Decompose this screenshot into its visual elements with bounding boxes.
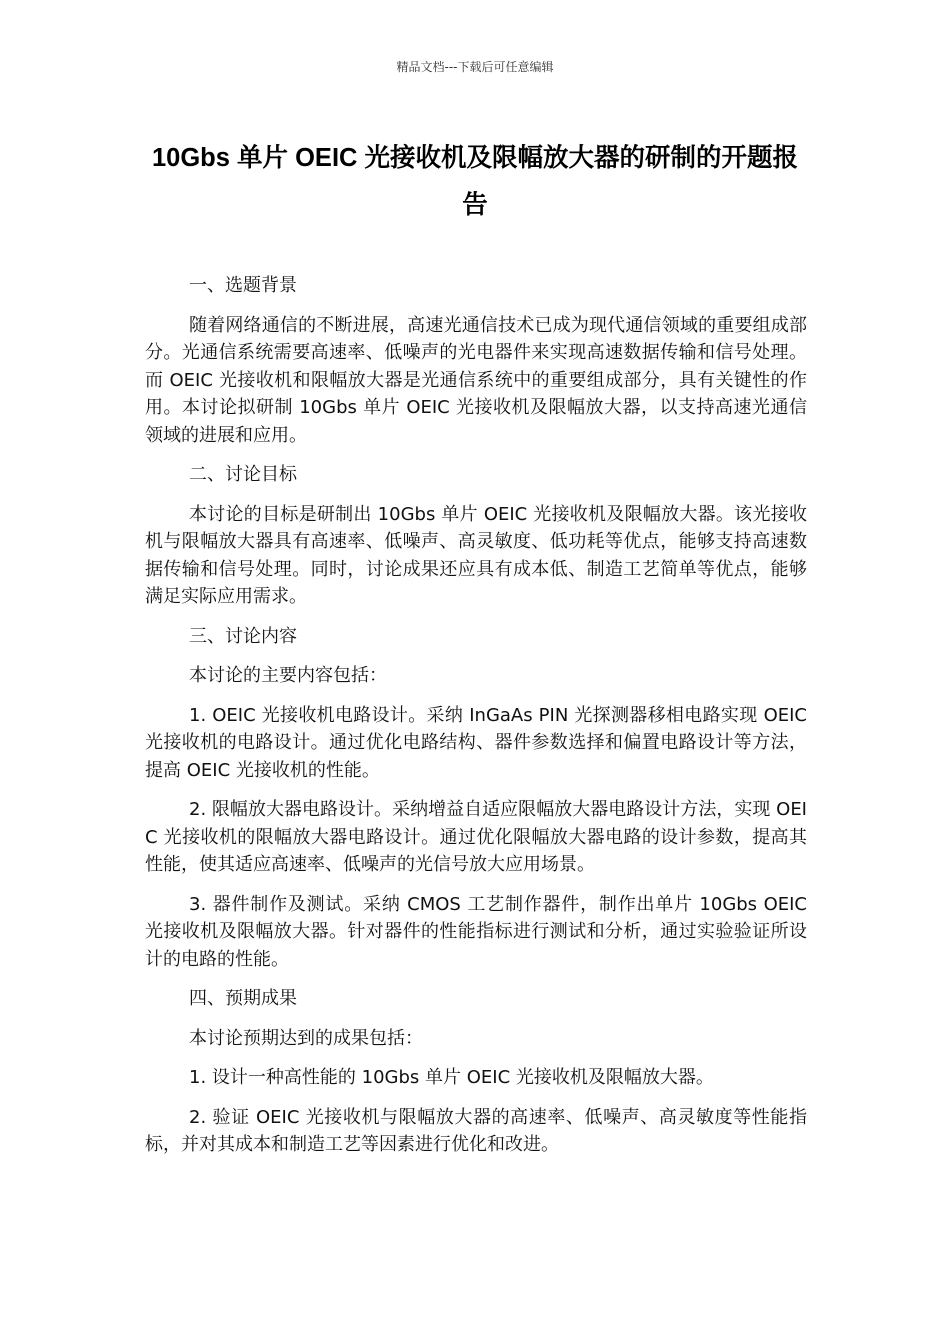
section-heading-background: 一、选题背景: [189, 275, 297, 296]
document-body: [145, 272, 807, 1171]
page-header-note: 精品文档---下载后可任意编辑: [396, 60, 554, 74]
section-heading-content: 三、讨论内容: [189, 625, 297, 647]
section-heading-goal: 二、讨论目标: [189, 464, 297, 485]
list-item: 2. 限幅放大器电路设计。采纳增益自适应限幅放大器电路设计方法，实现 OEIC 光接收机的限幅放大器电路设计。通过优化限幅放大器电路的设计参数，提高其性能，使其适应高速率、低噪声的光信号放大应用场景。: [145, 799, 807, 875]
section-intro-results: 本讨论预期达到的成果包括：: [189, 1027, 423, 1049]
list-item: 2. 验证 OEIC 光接收机与限幅放大器的高速率、低噪声、高灵敏度等性能指标，并对其成本和制造工艺等因素进行优化和改进。: [145, 1106, 807, 1155]
section-paragraph-background: 随着网络通信的不断进展，高速光通信技术已成为现代通信领域的重要组成部分。光通信系统需要高速率、低噪声的光电器件来实现高速数据传输和信号处理。而 OEIC 光接收机和限幅放大器是光通信系统中的重要组成部分，具有关键性的作用。本讨论拟研制 10Gbs 单片 OEIC 光接收机及限幅放大器，以支持高速光通信领域的进展和应用。: [145, 314, 807, 446]
section-heading-results: 四、预期成果: [189, 988, 297, 1009]
list-item: 3. 器件制作及测试。采纳 CMOS 工艺制作器件，制作出单片 10Gbs OEIC 光接收机及限幅放大器。针对器件的性能指标进行测试和分析，通过实验验证所设计的电路的性能。: [145, 893, 807, 970]
list-item: 1. 设计一种高性能的 10Gbs 单片 OEIC 光接收机及限幅放大器。: [189, 1067, 714, 1088]
section-intro-content: 本讨论的主要内容包括：: [189, 665, 387, 686]
list-item: 1. OEIC 光接收机电路设计。采纳 InGaAs PIN 光探测器移相电路实现 OEIC 光接收机的电路设计。通过优化电路结构、器件参数选择和偏置电路设计等方法，提高 OEIC 光接收机的性能。: [145, 704, 807, 781]
document-title: 10Gbs 单片 OEIC 光接收机及限幅放大器的研制的开题报告: [151, 144, 799, 219]
section-paragraph-goal: 本讨论的目标是研制出 10Gbs 单片 OEIC 光接收机及限幅放大器。该光接收机与限幅放大器具有高速率、低噪声、高灵敏度、低功耗等优点，能够支持高速数据传输和信号处理。同时，讨论成果还应具有成本低、制造工艺简单等优点，能够满足实际应用需求。: [145, 503, 807, 607]
